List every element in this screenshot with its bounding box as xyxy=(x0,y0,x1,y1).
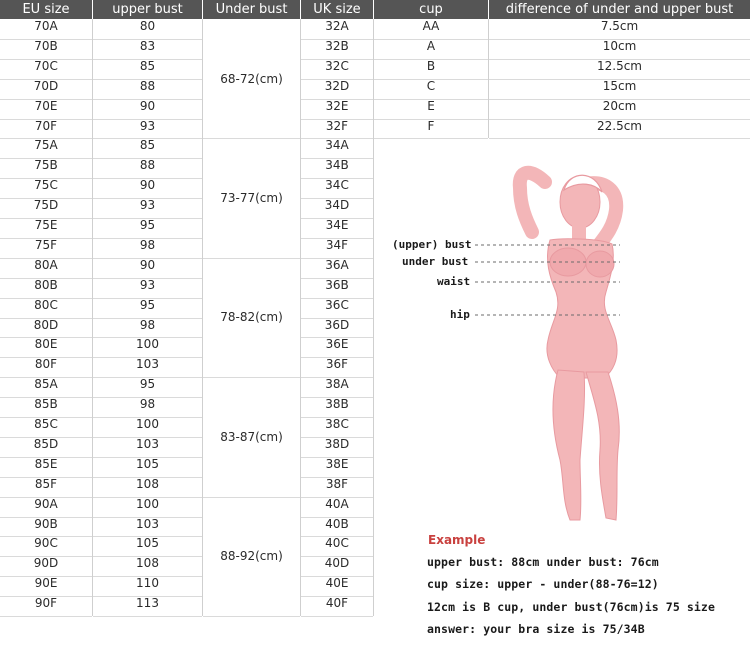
table-cell-upper: 93 xyxy=(139,198,156,213)
table-cell-eu: 75A xyxy=(34,138,58,153)
table-cell-upper: 93 xyxy=(139,277,156,292)
body-figure-illustration xyxy=(380,160,640,530)
table-cell-uk: 36D xyxy=(324,317,350,332)
table-cell-uk: 34F xyxy=(325,237,349,252)
column-divider xyxy=(202,19,203,616)
table-cell-uk: 34A xyxy=(325,138,349,153)
cup-row-divider xyxy=(374,138,488,139)
table-cell-upper: 80 xyxy=(139,19,156,33)
table-cell-uk: 38C xyxy=(325,417,349,431)
table-cell-uk: 32C xyxy=(325,58,349,73)
table-cell-uk: 40C xyxy=(325,536,349,551)
table-cell-uk: 38E xyxy=(325,456,349,471)
table-cell-eu: 80F xyxy=(34,357,58,372)
table-cell-eu: 70C xyxy=(34,58,58,73)
table-cell-uk: 34E xyxy=(325,218,349,232)
cup-cell-diff: 12.5cm xyxy=(596,58,642,73)
table-cell-eu: 75C xyxy=(34,178,58,193)
column-divider xyxy=(92,19,93,616)
table-cell-eu: 85C xyxy=(34,417,58,431)
table-cell-uk: 36F xyxy=(325,357,349,372)
table-cell-uk: 38B xyxy=(325,397,349,412)
cup-cell-diff: 20cm xyxy=(602,98,637,113)
table-cell-eu: 80C xyxy=(34,297,58,312)
table-cell-upper: 85 xyxy=(139,138,156,153)
under-bust-group: 78-82(cm) xyxy=(220,310,283,325)
table-cell-upper: 90 xyxy=(139,178,156,193)
table-cell-upper: 103 xyxy=(136,516,159,531)
table-cell-upper: 83 xyxy=(139,38,156,53)
table-cell-uk: 32E xyxy=(325,98,349,113)
table-cell-upper: 88 xyxy=(139,78,156,93)
table-cell-upper: 105 xyxy=(136,536,159,551)
table-cell-eu: 70A xyxy=(34,19,58,33)
cup-row-divider xyxy=(489,138,750,139)
table-cell-uk: 36C xyxy=(325,297,349,312)
under-bust-group: 73-77(cm) xyxy=(220,191,283,206)
table-cell-upper: 103 xyxy=(136,436,159,451)
header-eu-size: EU size xyxy=(0,0,92,19)
cup-cell-diff: 7.5cm xyxy=(600,19,639,33)
row-divider xyxy=(93,616,202,617)
table-cell-upper: 113 xyxy=(136,596,159,611)
cup-column-divider xyxy=(488,19,489,138)
table-cell-uk: 40A xyxy=(325,496,349,511)
table-cell-eu: 90E xyxy=(34,576,58,591)
table-cell-upper: 108 xyxy=(136,556,159,571)
example-line-3: 12cm is B cup, under bust(76cm)is 75 size xyxy=(427,600,715,614)
table-cell-eu: 90B xyxy=(34,516,58,531)
table-cell-upper: 103 xyxy=(136,357,159,372)
table-cell-uk: 34D xyxy=(324,198,350,213)
table-cell-eu: 90F xyxy=(34,596,58,611)
table-cell-upper: 90 xyxy=(139,98,156,113)
table-cell-uk: 32F xyxy=(325,118,349,133)
table-cell-uk: 36A xyxy=(325,257,349,272)
table-cell-upper: 95 xyxy=(139,377,156,392)
example-line-4: answer: your bra size is 75/34B xyxy=(427,622,645,636)
example-line-2: cup size: upper - under(88-76=12) xyxy=(427,577,659,591)
table-cell-uk: 32A xyxy=(325,19,349,33)
group-divider xyxy=(203,616,300,617)
table-cell-eu: 90D xyxy=(33,556,59,571)
header-difference: difference of under and upper bust xyxy=(489,0,750,19)
table-cell-eu: 75B xyxy=(34,158,58,173)
table-cell-uk: 38D xyxy=(324,436,350,451)
table-cell-uk: 40E xyxy=(325,576,349,591)
table-cell-eu: 90C xyxy=(34,536,58,551)
example-line-1: upper bust: 88cm under bust: 76cm xyxy=(427,555,659,569)
table-cell-upper: 98 xyxy=(139,237,156,252)
cup-cell-diff: 10cm xyxy=(602,38,637,53)
table-cell-eu: 80E xyxy=(34,337,58,352)
table-cell-eu: 90A xyxy=(34,496,58,511)
table-cell-eu: 85F xyxy=(34,476,58,491)
cup-cell-cup: E xyxy=(427,98,435,113)
cup-cell-cup: AA xyxy=(422,19,440,33)
table-cell-upper: 90 xyxy=(139,257,156,272)
cup-cell-cup: F xyxy=(427,118,435,133)
table-cell-uk: 34B xyxy=(325,158,349,173)
table-cell-eu: 85D xyxy=(33,436,59,451)
table-cell-upper: 105 xyxy=(136,456,159,471)
label-under-bust: under bust xyxy=(402,255,469,268)
table-cell-uk: 38A xyxy=(325,377,349,392)
table-cell-upper: 95 xyxy=(139,297,156,312)
header-upper-bust: upper bust xyxy=(93,0,202,19)
under-bust-group: 88-92(cm) xyxy=(220,549,283,564)
table-cell-eu: 85B xyxy=(34,397,58,412)
table-cell-eu: 75F xyxy=(34,237,58,252)
cup-cell-cup: B xyxy=(426,58,436,73)
table-cell-uk: 38F xyxy=(325,476,349,491)
row-divider xyxy=(301,616,373,617)
table-cell-uk: 32D xyxy=(324,78,350,93)
label-upper-bust: (upper) bust xyxy=(392,238,472,251)
table-cell-uk: 36B xyxy=(325,277,349,292)
table-cell-upper: 95 xyxy=(139,218,156,232)
table-cell-uk: 36E xyxy=(325,337,349,352)
table-cell-upper: 93 xyxy=(139,118,156,133)
cup-cell-diff: 15cm xyxy=(602,78,637,93)
table-cell-eu: 70D xyxy=(33,78,59,93)
table-cell-upper: 100 xyxy=(136,496,159,511)
table-cell-eu: 70B xyxy=(34,38,58,53)
table-cell-eu: 80D xyxy=(33,317,59,332)
table-cell-uk: 40F xyxy=(325,596,349,611)
table-cell-upper: 98 xyxy=(139,317,156,332)
header-uk-size: UK size xyxy=(301,0,373,19)
example-title: Example xyxy=(428,533,486,547)
table-cell-eu: 70F xyxy=(34,118,58,133)
row-divider xyxy=(0,616,92,617)
column-divider xyxy=(300,19,301,616)
cup-cell-diff: 22.5cm xyxy=(596,118,642,133)
table-cell-eu: 75D xyxy=(33,198,59,213)
cup-cell-cup: A xyxy=(426,38,436,53)
table-cell-eu: 85E xyxy=(34,456,58,471)
table-cell-eu: 70E xyxy=(34,98,58,113)
table-cell-upper: 110 xyxy=(136,576,159,591)
table-cell-uk: 40D xyxy=(324,556,350,571)
table-cell-upper: 85 xyxy=(139,58,156,73)
table-cell-upper: 98 xyxy=(139,397,156,412)
table-cell-uk: 40B xyxy=(325,516,349,531)
under-bust-group: 68-72(cm) xyxy=(220,71,283,86)
header-under-bust: Under bust xyxy=(203,0,300,19)
table-cell-uk: 34C xyxy=(325,178,349,193)
label-hip: hip xyxy=(450,308,470,321)
table-cell-upper: 100 xyxy=(136,417,159,431)
table-cell-eu: 80B xyxy=(34,277,58,292)
table-cell-upper: 100 xyxy=(136,337,159,352)
label-waist: waist xyxy=(437,275,471,288)
under-bust-group: 83-87(cm) xyxy=(220,429,283,444)
table-cell-upper: 108 xyxy=(136,476,159,491)
table-cell-eu: 85A xyxy=(34,377,58,392)
table-cell-eu: 80A xyxy=(34,257,58,272)
cup-cell-cup: C xyxy=(426,78,436,93)
table-cell-upper: 88 xyxy=(139,158,156,173)
header-cup: cup xyxy=(374,0,488,19)
table-cell-eu: 75E xyxy=(34,218,58,232)
table-cell-uk: 32B xyxy=(325,38,349,53)
